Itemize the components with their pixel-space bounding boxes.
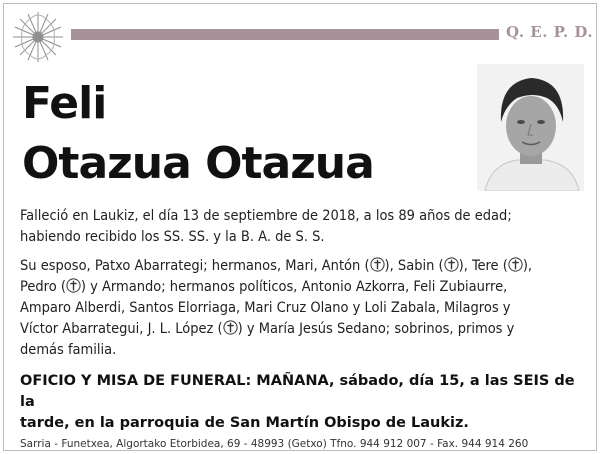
qepd-label: Q. E. P. D. xyxy=(506,23,594,41)
family-text: demás familia. xyxy=(20,342,117,358)
death-notice xyxy=(20,206,592,248)
family-text: ) y Armando; hermanos políticos, Antonio Azkorra, Feli Zubiaurre, xyxy=(80,279,508,295)
family-text: ) y María Jesús Sedano; sobrinos, primos y xyxy=(237,321,515,337)
cross-icon xyxy=(508,257,523,272)
funeral-line-2: tarde, en la parroquia de San Martín Obispo de Laukiz. xyxy=(20,415,469,431)
death-notice-line-1: Falleció en Laukiz, el día 13 de septiembre de 2018, a los 89 años de edad; xyxy=(20,208,512,224)
family-text: Su esposo, Patxo Abarrategi; hermanos, Mari, Antón ( xyxy=(20,258,370,274)
first-name: Feli xyxy=(22,78,107,129)
obituary-card xyxy=(3,3,597,451)
flower-icon xyxy=(10,9,66,65)
funeral-notice xyxy=(20,371,592,434)
funeral-line-1: OFICIO Y MISA DE FUNERAL: MAÑANA, sábado, día 15, a las SEIS de la xyxy=(20,373,575,410)
funeral-home-footer: Sarria - Funetxea, Algortako Etorbidea, 69 - 48993 (Getxo) Tfno. 944 912 007 - Fax. 944 914 260 xyxy=(20,438,529,450)
deceased-name xyxy=(22,74,374,194)
cross-icon xyxy=(223,320,238,335)
portrait-photo xyxy=(477,64,584,191)
family-text: Pedro ( xyxy=(20,279,66,295)
family-text: ), Tere ( xyxy=(458,258,508,274)
family-text: Amparo Alberdi, Santos Elorriaga, Mari Cruz Olano y Loli Zabala, Milagros y xyxy=(20,300,511,316)
cross-icon xyxy=(370,257,385,272)
family-list xyxy=(20,256,592,361)
family-text: Víctor Abarrategui, J. L. López ( xyxy=(20,321,223,337)
obituary-text xyxy=(20,206,592,369)
surnames: Otazua Otazua xyxy=(22,138,374,189)
header-bar xyxy=(71,29,499,40)
death-notice-line-2: habiendo recibido los SS. SS. y la B. A. de S. S. xyxy=(20,229,325,245)
cross-icon xyxy=(444,257,459,272)
cross-icon xyxy=(66,278,81,293)
family-text: ), Sabin ( xyxy=(384,258,444,274)
family-text: ), xyxy=(522,258,533,274)
